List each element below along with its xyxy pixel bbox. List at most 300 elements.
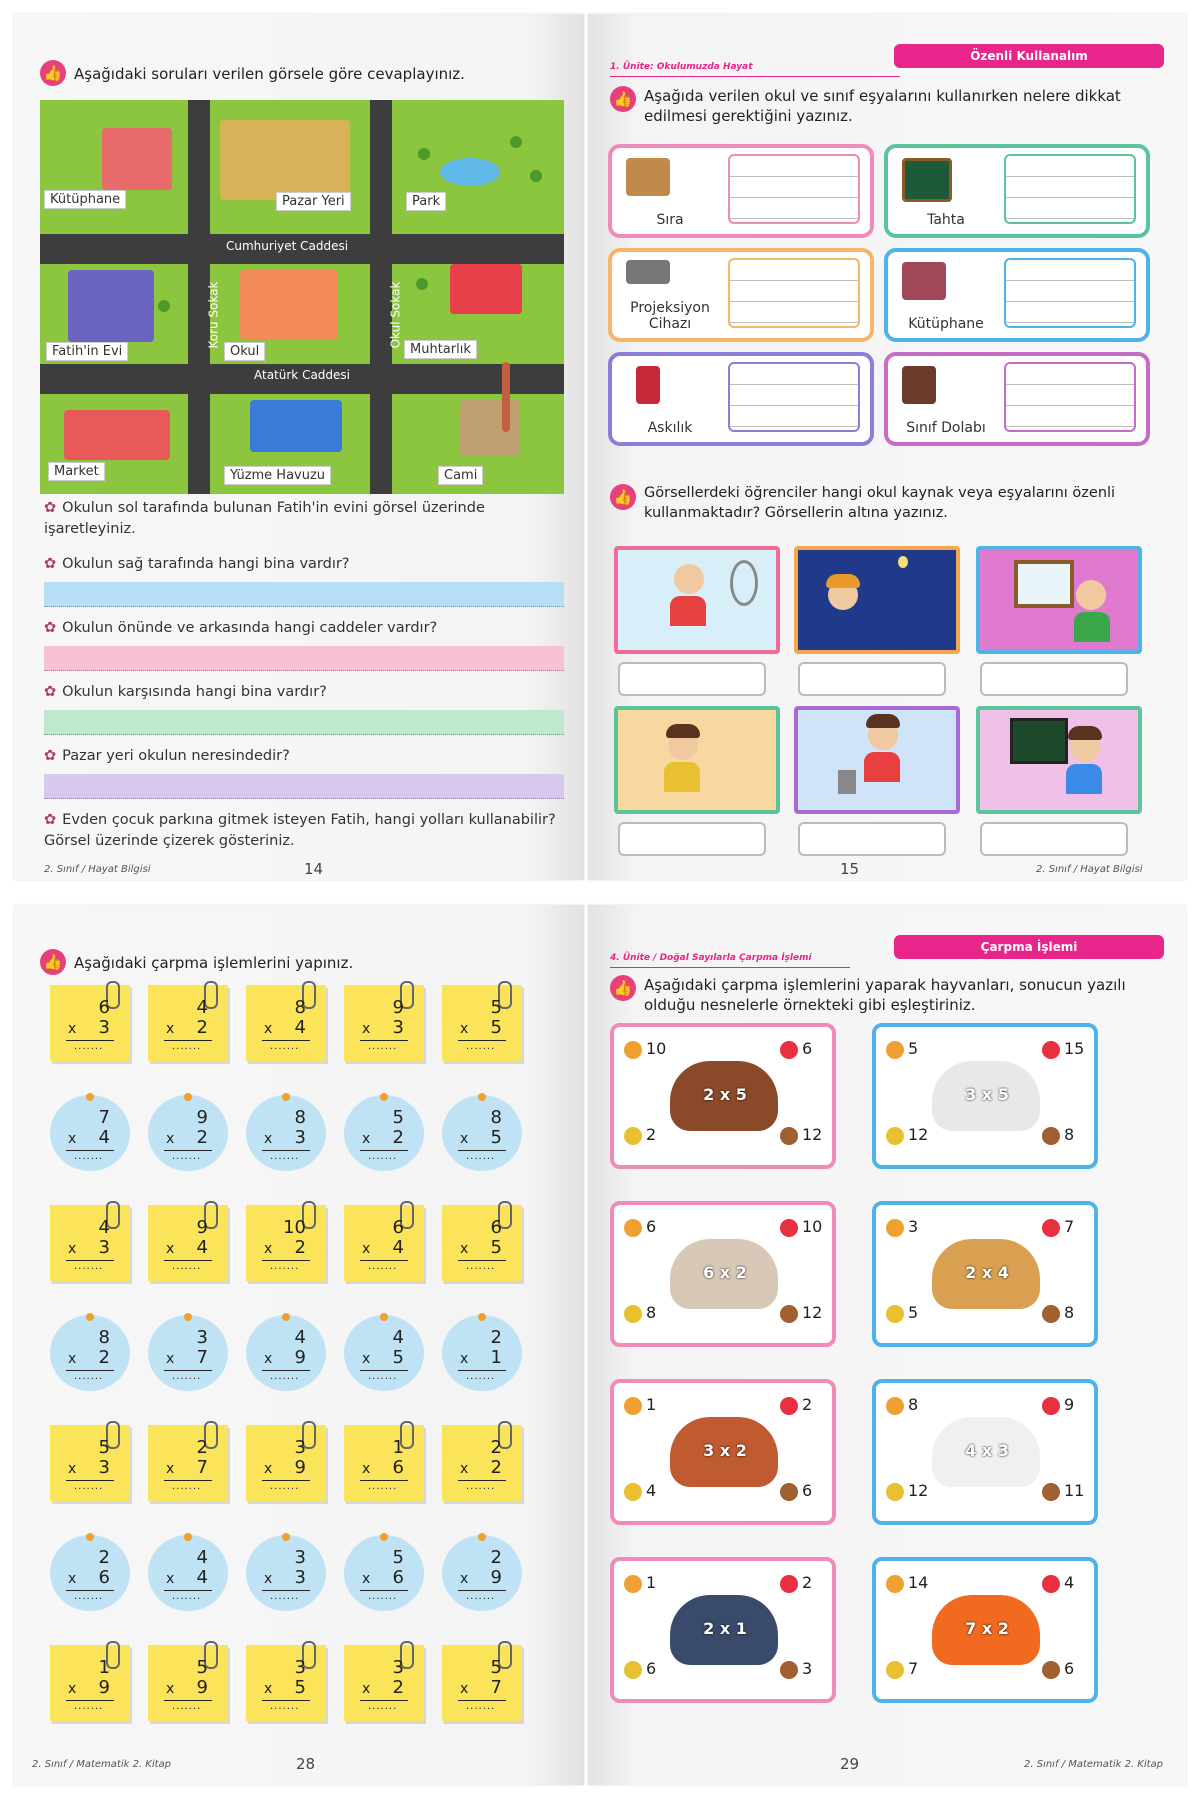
times-sign: x (460, 1131, 469, 1147)
answer-blank[interactable]: ....... (172, 1261, 202, 1272)
multiplication-expression: 2 x 4 (965, 1263, 1009, 1282)
times-sign: x (166, 1571, 175, 1587)
answer-line[interactable] (44, 582, 564, 607)
answer-blank[interactable]: ....... (270, 1151, 300, 1162)
flower-bullet-icon: ✿ (44, 500, 57, 516)
object-icon[interactable] (1042, 1575, 1060, 1593)
burst-problem[interactable] (344, 1315, 424, 1391)
times-sign: x (460, 1021, 469, 1037)
multiplier: 7 (490, 1677, 502, 1698)
ribbon: Özenli Kullanalım (894, 44, 1164, 68)
pushpin-icon (184, 1313, 192, 1321)
times-sign: x (362, 1681, 371, 1697)
multiplicand: 4 (392, 1327, 404, 1348)
sticky-note-problem[interactable] (246, 1205, 326, 1281)
pushpin-icon (478, 1313, 486, 1321)
object-icon[interactable] (886, 1305, 904, 1323)
burst-problem[interactable] (442, 1315, 522, 1391)
sticky-note-problem[interactable] (246, 1645, 326, 1721)
answer-line[interactable] (44, 710, 564, 735)
multiplier: 5 (490, 1017, 502, 1038)
multiplicand: 9 (196, 1217, 208, 1238)
object-icon[interactable] (886, 1483, 904, 1501)
multiplicand: 8 (98, 1327, 110, 1348)
object-icon[interactable] (780, 1575, 798, 1593)
footer: 2. Sınıf / Matematik 2. Kitap (32, 1759, 172, 1770)
result-number: 12 (908, 1125, 929, 1144)
place-label: Fatih'in Evi (46, 342, 128, 361)
answer-box[interactable] (728, 362, 860, 432)
burst-problem[interactable] (50, 1095, 130, 1171)
mirror-icon (730, 560, 758, 606)
times-sign: x (362, 1131, 371, 1147)
object-icon[interactable] (886, 1575, 904, 1593)
multiplicand: 1 (392, 1437, 404, 1458)
times-sign: x (68, 1461, 77, 1477)
burst-problem[interactable] (148, 1315, 228, 1391)
tree-icon (158, 300, 170, 312)
multiplicand: 3 (294, 1657, 306, 1678)
answer-blank[interactable]: ....... (172, 1481, 202, 1492)
times-sign: x (68, 1021, 77, 1037)
object-icon[interactable] (886, 1397, 904, 1415)
thumbs-up-icon: 👍 (610, 975, 636, 1001)
multiplication-expression: 3 x 5 (965, 1085, 1009, 1104)
times-sign: x (362, 1021, 371, 1037)
multiplier: 6 (98, 1567, 110, 1588)
answer-blank[interactable]: ....... (270, 1591, 300, 1602)
object-icon[interactable] (624, 1661, 642, 1679)
footer: 2. Sınıf / Hayat Bilgisi (44, 864, 151, 875)
market-stalls-icon (220, 120, 350, 200)
multiplier: 7 (196, 1347, 208, 1368)
place-label: Kütüphane (44, 190, 126, 209)
answer-blank[interactable]: ....... (172, 1371, 202, 1382)
answer-blank[interactable]: ....... (270, 1041, 300, 1052)
question-5: ✿ Pazar yeri okulun neresindedir? (44, 748, 290, 764)
object-icon[interactable] (1042, 1041, 1060, 1059)
sticky-note-problem[interactable] (246, 985, 326, 1061)
answer-blank[interactable]: ....... (74, 1481, 104, 1492)
answer-blank[interactable]: ....... (172, 1591, 202, 1602)
multiplier: 3 (294, 1127, 306, 1148)
result-number: 9 (1064, 1395, 1075, 1414)
answer-box[interactable] (618, 822, 766, 856)
object-icon[interactable] (780, 1397, 798, 1415)
multiplicand: 5 (98, 1437, 110, 1458)
scene-trash-bin (794, 706, 960, 814)
result-number: 1 (646, 1573, 657, 1592)
multiplier: 9 (196, 1677, 208, 1698)
child-body (664, 762, 700, 792)
object-icon[interactable] (624, 1483, 642, 1501)
multiplicand: 4 (294, 1327, 306, 1348)
result-number: 7 (1064, 1217, 1075, 1236)
result-number: 8 (1064, 1125, 1075, 1144)
times-sign: x (264, 1681, 273, 1697)
object-icon[interactable] (886, 1041, 904, 1059)
sticky-note-problem[interactable] (344, 1425, 424, 1501)
office-building-icon (450, 264, 522, 314)
trash-bin-icon (838, 770, 856, 794)
multiplier: 4 (294, 1017, 306, 1038)
pushpin-icon (380, 1533, 388, 1541)
answer-box[interactable] (1004, 154, 1136, 224)
answer-box[interactable] (728, 154, 860, 224)
burst-problem[interactable] (344, 1095, 424, 1171)
multiplicand: 10 (283, 1217, 306, 1238)
thumbs-up-icon: 👍 (40, 60, 66, 86)
object-icon[interactable] (1042, 1219, 1060, 1237)
object-icon[interactable] (1042, 1661, 1060, 1679)
footer: 2. Sınıf / Hayat Bilgisi (1036, 864, 1143, 875)
times-sign: x (264, 1241, 273, 1257)
instruction: Aşağıdaki çarpma işlemlerini yapınız. (74, 954, 354, 972)
object-icon[interactable] (780, 1661, 798, 1679)
multiplicand: 8 (294, 997, 306, 1018)
blackboard-icon (902, 158, 952, 202)
multiplier: 4 (196, 1567, 208, 1588)
child-body (670, 596, 706, 626)
page-number: 15 (840, 860, 860, 878)
multiplication-expression: 7 x 2 (965, 1619, 1009, 1638)
sticky-note-problem[interactable] (344, 1645, 424, 1721)
answer-box[interactable] (798, 822, 946, 856)
burst-problem[interactable] (50, 1535, 130, 1611)
instruction: Aşağıda verilen okul ve sınıf eşyalarını kullanırken nelere dikkat edilmesi gerektiğini yazınız. (644, 87, 1121, 126)
flower-bullet-icon: ✿ (44, 684, 57, 700)
times-sign: x (68, 1131, 77, 1147)
child-hair (1068, 726, 1102, 740)
object-icon[interactable] (780, 1127, 798, 1145)
pool-building-icon (250, 400, 342, 452)
multiplier: 6 (392, 1457, 404, 1478)
times-sign: x (362, 1571, 371, 1587)
unit-label: 4. Ünite / Doğal Sayılarla Çarpma İşlemi (610, 953, 812, 963)
times-sign: x (166, 1681, 175, 1697)
result-number: 10 (802, 1217, 823, 1236)
result-number: 5 (908, 1039, 919, 1058)
item-card (608, 352, 874, 446)
page-28 (14, 905, 584, 1785)
child-hair (666, 724, 700, 738)
object-icon[interactable] (624, 1575, 642, 1593)
multiplicand: 8 (294, 1107, 306, 1128)
cabinet-icon (902, 366, 936, 404)
question-6: ✿ Evden çocuk parkına gitmek isteyen Fatih, hangi yolları kullanabilir? Görsel üzerinde çizerek gösteriniz. (44, 812, 556, 850)
result-number: 5 (908, 1303, 919, 1322)
page-number: 29 (840, 1755, 860, 1773)
sticky-note-problem[interactable] (148, 1645, 228, 1721)
burst-problem[interactable] (442, 1535, 522, 1611)
answer-blank[interactable]: ....... (270, 1701, 300, 1712)
result-number: 14 (908, 1573, 929, 1592)
multiplicand: 3 (294, 1547, 306, 1568)
answer-blank[interactable]: ....... (74, 1701, 104, 1712)
pushpin-icon (282, 1313, 290, 1321)
multiplicand: 9 (196, 1107, 208, 1128)
library-building-icon (102, 128, 172, 190)
child-hair (826, 574, 860, 588)
result-number: 4 (1064, 1573, 1075, 1592)
object-icon[interactable] (624, 1127, 642, 1145)
instruction: Aşağıdaki çarpma işlemlerini yaparak hayvanları, sonucun yazılı olduğu nesnelerle örnekteki gibi eşleştiriniz. (644, 976, 1126, 1015)
answer-line[interactable] (44, 774, 564, 799)
sticky-note-problem[interactable] (442, 1205, 522, 1281)
answer-box[interactable] (618, 662, 766, 696)
thumbs-up-icon: 👍 (610, 484, 636, 510)
object-icon[interactable] (1042, 1397, 1060, 1415)
times-sign: x (166, 1131, 175, 1147)
sticky-note-problem[interactable] (148, 1205, 228, 1281)
burst-problem[interactable] (344, 1535, 424, 1611)
sticky-note-problem[interactable] (148, 1425, 228, 1501)
object-icon[interactable] (624, 1305, 642, 1323)
flower-bullet-icon: ✿ (44, 748, 57, 764)
answer-blank[interactable]: ....... (74, 1261, 104, 1272)
multiplicand: 3 (392, 1657, 404, 1678)
multiplicand: 5 (490, 997, 502, 1018)
pushpin-icon (478, 1093, 486, 1101)
answer-blank[interactable]: ....... (74, 1151, 104, 1162)
sticky-note-problem[interactable] (442, 1645, 522, 1721)
multiplicand: 2 (490, 1547, 502, 1568)
multiplication-expression: 6 x 2 (703, 1263, 747, 1282)
times-sign: x (362, 1461, 371, 1477)
object-icon[interactable] (1042, 1483, 1060, 1501)
object-icon[interactable] (886, 1661, 904, 1679)
multiplicand: 5 (196, 1657, 208, 1678)
projector-icon (626, 260, 670, 284)
sticky-note-problem[interactable] (344, 985, 424, 1061)
multiplier: 3 (98, 1237, 110, 1258)
times-sign: x (264, 1131, 273, 1147)
page-14 (14, 14, 584, 880)
result-number: 6 (646, 1217, 657, 1236)
page-number: 14 (304, 860, 324, 878)
child-icon (674, 564, 704, 594)
burst-problem[interactable] (148, 1095, 228, 1171)
sticky-note-problem[interactable] (50, 1205, 130, 1281)
object-icon[interactable] (780, 1305, 798, 1323)
object-icon[interactable] (886, 1127, 904, 1145)
multiplicand: 4 (196, 1547, 208, 1568)
flower-bullet-icon: ✿ (44, 556, 57, 572)
child-body (1066, 764, 1102, 794)
multiplicand: 4 (98, 1217, 110, 1238)
answer-blank[interactable]: ....... (466, 1701, 496, 1712)
object-icon[interactable] (624, 1041, 642, 1059)
times-sign: x (362, 1241, 371, 1257)
answer-line[interactable] (44, 646, 564, 671)
pushpin-icon (380, 1093, 388, 1101)
answer-box[interactable] (798, 662, 946, 696)
item-label: Projeksiyon Cihazı (630, 300, 710, 332)
times-sign: x (362, 1351, 371, 1367)
item-label: Kütüphane (908, 315, 984, 332)
answer-box[interactable] (728, 258, 860, 328)
multiplier: 2 (98, 1347, 110, 1368)
answer-blank[interactable]: ....... (466, 1371, 496, 1382)
burst-problem[interactable] (246, 1315, 326, 1391)
result-number: 6 (802, 1481, 813, 1500)
times-sign: x (460, 1351, 469, 1367)
question-1: ✿ Okulun sol tarafında bulunan Fatih'in evini görsel üzerinde işaretleyiniz. (44, 500, 485, 538)
answer-blank[interactable]: ....... (368, 1371, 398, 1382)
tree-icon (510, 136, 522, 148)
multiplication-expression: 2 x 1 (703, 1619, 747, 1638)
answer-box[interactable] (980, 822, 1128, 856)
pushpin-icon (86, 1093, 94, 1101)
burst-problem[interactable] (246, 1095, 326, 1171)
answer-blank[interactable]: ....... (466, 1591, 496, 1602)
times-sign: x (264, 1571, 273, 1587)
multiplicand: 2 (490, 1327, 502, 1348)
multiplicand: 5 (392, 1547, 404, 1568)
answer-box[interactable] (1004, 258, 1136, 328)
answer-box[interactable] (1004, 362, 1136, 432)
multiplier: 5 (294, 1677, 306, 1698)
question-4: ✿ Okulun karşısında hangi bina vardır? (44, 684, 327, 700)
result-number: 12 (908, 1481, 929, 1500)
answer-blank[interactable]: ....... (466, 1041, 496, 1052)
tree-icon (418, 148, 430, 160)
times-sign: x (460, 1681, 469, 1697)
answer-blank[interactable]: ....... (74, 1041, 104, 1052)
times-sign: x (460, 1241, 469, 1257)
burst-problem[interactable] (50, 1315, 130, 1391)
scene-washing-hands (614, 546, 780, 654)
sticky-note-problem[interactable] (50, 1645, 130, 1721)
burst-problem[interactable] (148, 1535, 228, 1611)
place-label: Market (48, 462, 105, 481)
answer-blank[interactable]: ....... (270, 1371, 300, 1382)
school-building-icon (240, 270, 338, 340)
answer-blank[interactable]: ....... (466, 1151, 496, 1162)
multiplication-expression: 2 x 5 (703, 1085, 747, 1104)
object-icon[interactable] (886, 1219, 904, 1237)
answer-box[interactable] (980, 662, 1128, 696)
sticky-note-problem[interactable] (344, 1205, 424, 1281)
times-sign: x (264, 1461, 273, 1477)
sticky-note-problem[interactable] (148, 985, 228, 1061)
pushpin-icon (478, 1533, 486, 1541)
multiplicand: 5 (490, 1657, 502, 1678)
answer-blank[interactable]: ....... (368, 1041, 398, 1052)
multiplier: 6 (392, 1567, 404, 1588)
multiplier: 2 (392, 1677, 404, 1698)
sticky-note-problem[interactable] (442, 1425, 522, 1501)
multiplier: 2 (196, 1017, 208, 1038)
multiplier: 2 (294, 1237, 306, 1258)
multiplier: 1 (490, 1347, 502, 1368)
sticky-note-problem[interactable] (50, 1425, 130, 1501)
bookshelf-icon (902, 262, 946, 300)
object-icon[interactable] (1042, 1127, 1060, 1145)
answer-blank[interactable]: ....... (172, 1701, 202, 1712)
answer-blank[interactable]: ....... (368, 1591, 398, 1602)
result-number: 3 (908, 1217, 919, 1236)
light-bulb-icon (898, 556, 908, 568)
instruction: Görsellerdeki öğrenciler hangi okul kaynak veya eşyalarını özenli kullanmaktadır? Görsellerin altına yazınız. (644, 485, 1116, 521)
answer-blank[interactable]: ....... (172, 1041, 202, 1052)
pool-icon (440, 158, 500, 186)
tree-icon (416, 278, 428, 290)
page-number: 28 (296, 1755, 316, 1773)
multiplier: 5 (392, 1347, 404, 1368)
scene-light-switch (794, 546, 960, 654)
times-sign: x (460, 1461, 469, 1477)
multiplicand: 7 (98, 1107, 110, 1128)
object-icon[interactable] (624, 1397, 642, 1415)
times-sign: x (264, 1021, 273, 1037)
result-number: 7 (908, 1659, 919, 1678)
thumbs-up-icon: 👍 (40, 949, 66, 975)
result-number: 2 (802, 1395, 813, 1414)
times-sign: x (166, 1461, 175, 1477)
object-icon[interactable] (1042, 1305, 1060, 1323)
mosque-icon (460, 400, 520, 456)
object-icon[interactable] (780, 1219, 798, 1237)
pushpin-icon (184, 1093, 192, 1101)
multiplier: 7 (196, 1457, 208, 1478)
street-label: Okul Sokak (388, 281, 403, 349)
sticky-note-problem[interactable] (50, 985, 130, 1061)
answer-blank[interactable]: ....... (368, 1151, 398, 1162)
answer-blank[interactable]: ....... (466, 1481, 496, 1492)
times-sign: x (68, 1241, 77, 1257)
blackboard-icon (1010, 718, 1068, 764)
answer-blank[interactable]: ....... (368, 1481, 398, 1492)
item-card (884, 248, 1150, 342)
pushpin-icon (86, 1533, 94, 1541)
answer-blank[interactable]: ....... (74, 1591, 104, 1602)
multiplicand: 2 (98, 1547, 110, 1568)
multiplier: 3 (98, 1457, 110, 1478)
answer-blank[interactable]: ....... (466, 1261, 496, 1272)
answer-blank[interactable]: ....... (172, 1151, 202, 1162)
matching-box (872, 1023, 1098, 1169)
sticky-note-problem[interactable] (246, 1425, 326, 1501)
answer-blank[interactable]: ....... (74, 1371, 104, 1382)
times-sign: x (166, 1351, 175, 1367)
page-29 (588, 905, 1186, 1785)
answer-blank[interactable]: ....... (270, 1261, 300, 1272)
sticky-note-problem[interactable] (442, 985, 522, 1061)
item-label: Sınıf Dolabı (906, 419, 986, 436)
object-icon[interactable] (780, 1041, 798, 1059)
result-number: 6 (646, 1659, 657, 1678)
object-icon[interactable] (624, 1219, 642, 1237)
place-label: Pazar Yeri (276, 192, 351, 211)
answer-blank[interactable]: ....... (270, 1481, 300, 1492)
burst-problem[interactable] (246, 1535, 326, 1611)
object-icon[interactable] (780, 1483, 798, 1501)
times-sign: x (68, 1351, 77, 1367)
result-number: 10 (646, 1039, 667, 1058)
multiplier: 3 (294, 1567, 306, 1588)
result-number: 4 (646, 1481, 657, 1500)
times-sign: x (460, 1571, 469, 1587)
child-body (1074, 612, 1110, 642)
multiplicand: 4 (196, 997, 208, 1018)
answer-blank[interactable]: ....... (368, 1261, 398, 1272)
answer-blank[interactable]: ....... (368, 1701, 398, 1712)
multiplicand: 2 (490, 1437, 502, 1458)
footer: 2. Sınıf / Matematik 2. Kitap (1024, 1759, 1164, 1770)
burst-problem[interactable] (442, 1095, 522, 1171)
times-sign: x (68, 1681, 77, 1697)
